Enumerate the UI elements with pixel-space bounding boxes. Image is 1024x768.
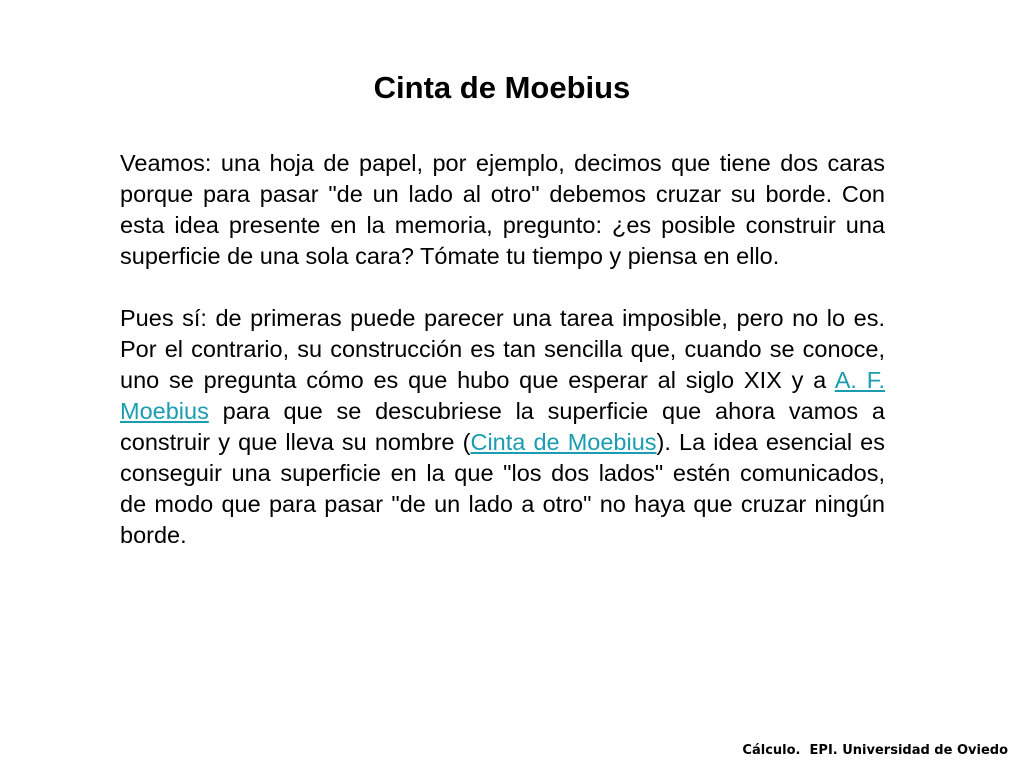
slide-body	[120, 148, 885, 551]
paragraph-text-3: ). La idea esencial es conseguir una superficie en la que "los dos lados" estén comunicados, de modo que para pasar "de un lado a otro" no haya que cruzar ningún borde.	[120, 429, 885, 548]
paragraph-explanation	[120, 303, 885, 551]
paragraph-intro: Veamos: una hoja de papel, por ejemplo, decimos que tiene dos caras porque para pasar "de un lado al otro" debemos cruzar su borde. Con esta idea presente en la memoria, pregunto: ¿es posible construir una superficie de una sola cara? Tómate tu tiempo y piensa en ello.	[120, 150, 885, 269]
moebius-author-link[interactable]: A. F. Moebius	[120, 367, 886, 424]
footer-credit: Cálculo. EPI. Universidad de Oviedo	[742, 743, 1008, 758]
paragraph-text-1: Pues sí: de primeras puede parecer una tarea imposible, pero no lo es. Por el contrario, su construcción es tan sencilla que, cuando se conoce, uno se pregunta cómo es que hubo que esperar al siglo XIX y a	[120, 305, 885, 393]
paragraph-text-2: para que se descubriese la superficie que ahora vamos a construir y que lleva su nombre (	[120, 398, 885, 455]
slide-title: Cinta de Moebius	[373, 70, 631, 105]
moebius-strip-link[interactable]: Cinta de Moebius	[470, 429, 657, 455]
